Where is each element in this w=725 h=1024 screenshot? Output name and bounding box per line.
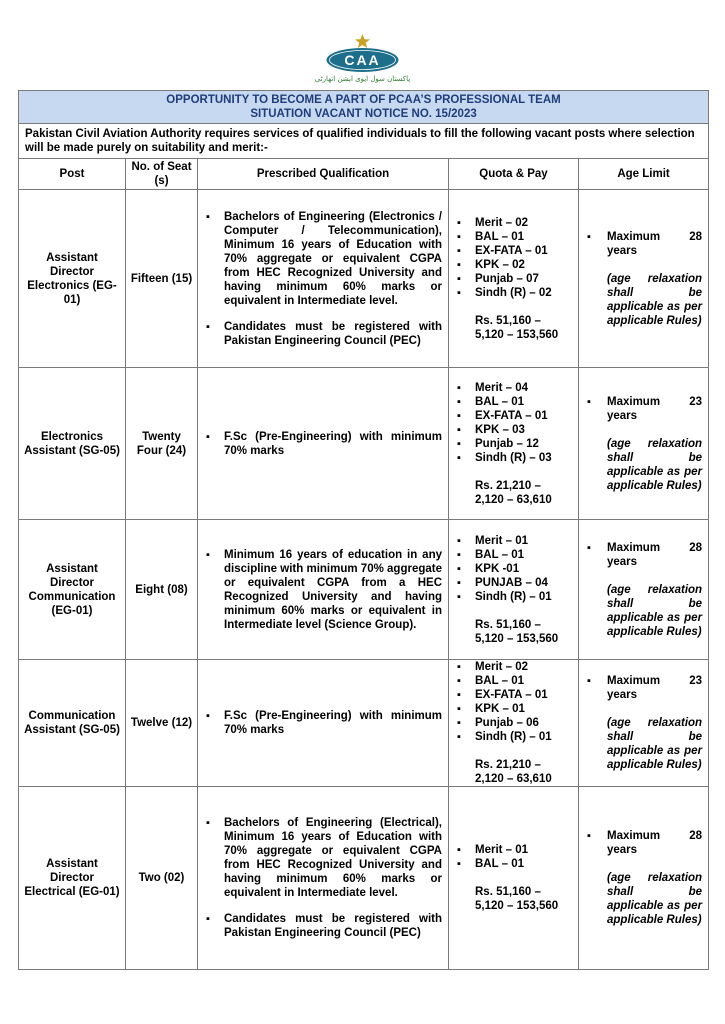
pay-scale: Rs. 21,210 – 2,120 – 63,610 (475, 759, 552, 785)
col-age: Age Limit (579, 159, 709, 190)
quota-item: ▪ BAL – 01 (455, 395, 572, 409)
intro-text: Pakistan Civil Aviation Authority requires services of qualified individuals to fill the following vacant posts where selection will be made purely on suitability and merit:- (19, 124, 709, 159)
seat-count: Two (02) (126, 787, 198, 970)
qualification-item: ▪ Candidates must be registered with Pakistan Engineering Council (PEC) (204, 320, 442, 348)
table-row (19, 520, 709, 660)
qualification-cell (198, 787, 449, 970)
quota-item: ▪ EX-FATA – 01 (455, 409, 572, 423)
quota-item: ▪ BAL – 01 (455, 548, 572, 562)
table-row (19, 787, 709, 970)
pay-scale: Rs. 51,160 – 5,120 – 153,560 (475, 314, 559, 341)
notice-header (19, 91, 709, 124)
qualification-cell (198, 660, 449, 787)
quota-item: ▪ KPK – 01 (455, 702, 572, 716)
pay-scale: Rs. 21,210 – 2,120 – 63,610 (475, 479, 552, 506)
quota-pay-cell (449, 368, 579, 520)
quota-item: ▪ Sindh (R) – 02 (455, 286, 572, 300)
qualification-cell (198, 368, 449, 520)
logo-text: CAA (344, 52, 381, 68)
logo-subtitle: پاکستان سول ایوی ایشن اتھارٹی (314, 75, 411, 83)
qualification-item: ▪ Minimum 16 years of education in any discipline with minimum 70% aggregate or equivalent CGPA from a HEC Recognized University and having minimum 60% marks or equivalent in Intermediate level (Science Group). (204, 548, 442, 632)
quota-item: ▪ Sindh (R) – 01 (455, 590, 572, 604)
quota-item: ▪ KPK – 03 (455, 423, 572, 437)
age-limit-cell (579, 520, 709, 660)
post-name: Assistant Director Electronics (EG-01) (19, 190, 126, 368)
qualification-item: ▪ F.Sc (Pre-Engineering) with minimum 70% marks (204, 430, 442, 458)
star-icon (355, 34, 370, 48)
qualification-item: ▪ Candidates must be registered with Pakistan Engineering Council (PEC) (204, 912, 442, 940)
notice-number: SITUATION VACANT NOTICE NO. 15/2023 (250, 108, 477, 120)
quota-item: ▪ Punjab – 06 (455, 716, 572, 730)
qualification-item: ▪ Bachelors of Engineering (Electronics / Computer / Telecommunication), Minimum 16 years of Education with 70% aggregate or equivalent CGPA from HEC Recognized University and having minimum 60% marks or equivalent in Intermediate level. (204, 210, 442, 308)
seat-count: Twenty Four (24) (126, 368, 198, 520)
quota-item: ▪ EX-FATA – 01 (455, 244, 572, 258)
intro-row (19, 124, 709, 159)
quota-item: ▪ BAL – 01 (455, 857, 572, 871)
age-limit-cell (579, 787, 709, 970)
quota-item: ▪ Punjab – 12 (455, 437, 572, 451)
quota-item: ▪ Merit – 01 (455, 534, 572, 548)
age-limit-cell (579, 368, 709, 520)
quota-item: ▪ BAL – 01 (455, 674, 572, 688)
caa-logo (0, 34, 725, 84)
age-maximum: ▪ Maximum 28 years (585, 541, 702, 569)
age-limit-cell (579, 190, 709, 368)
header-title: OPPORTUNITY TO BECOME A PART OF PCAA’S PROFESSIONAL TEAM (166, 94, 561, 106)
vacancy-table (18, 90, 709, 970)
quota-item: ▪ Merit – 01 (455, 843, 572, 857)
quota-item: ▪ PUNJAB – 04 (455, 576, 572, 590)
age-relaxation: (age relaxation shall be applicable as per applicable Rules) (607, 583, 703, 638)
post-name: Communication Assistant (SG-05) (19, 660, 126, 787)
quota-item: ▪ EX-FATA – 01 (455, 688, 572, 702)
age-maximum: ▪ Maximum 28 years (585, 230, 702, 258)
post-name: Electronics Assistant (SG-05) (19, 368, 126, 520)
vacancy-rows (19, 190, 709, 970)
col-seats: No. of Seat (s) (126, 159, 198, 190)
quota-item: ▪ Merit – 02 (455, 660, 572, 674)
table-row (19, 660, 709, 787)
col-quota: Quota & Pay (449, 159, 579, 190)
quota-pay-cell (449, 520, 579, 660)
table-row (19, 368, 709, 520)
age-maximum: ▪ Maximum 28 years (585, 829, 702, 857)
quota-item: ▪ Sindh (R) – 01 (455, 730, 572, 744)
qualification-cell (198, 190, 449, 368)
age-maximum: ▪ Maximum 23 years (585, 674, 702, 702)
age-limit-cell (579, 660, 709, 787)
table-row (19, 190, 709, 368)
quota-item: ▪ Punjab – 07 (455, 272, 572, 286)
seat-count: Eight (08) (126, 520, 198, 660)
column-header-row (19, 159, 709, 190)
quota-pay-cell (449, 190, 579, 368)
quota-item: ▪ Merit – 02 (455, 216, 572, 230)
col-qualification: Prescribed Qualification (198, 159, 449, 190)
age-relaxation: (age relaxation shall be applicable as per applicable Rules) (607, 437, 703, 492)
age-maximum: ▪ Maximum 23 years (585, 395, 702, 423)
qualification-item: ▪ Bachelors of Engineering (Electrical), Minimum 16 years of Education with 70% aggregate or equivalent CGPA from HEC Recognized University and having minimum 60% marks or equivalent in Intermediate level. (204, 816, 442, 900)
quota-item: ▪ KPK – 02 (455, 258, 572, 272)
seat-count: Fifteen (15) (126, 190, 198, 368)
quota-item: ▪ BAL – 01 (455, 230, 572, 244)
seat-count: Twelve (12) (126, 660, 198, 787)
age-relaxation: (age relaxation shall be applicable as per applicable Rules) (607, 872, 703, 926)
post-name: Assistant Director Communication (EG-01) (19, 520, 126, 660)
quota-pay-cell (449, 787, 579, 970)
age-relaxation: (age relaxation shall be applicable as per applicable Rules) (607, 717, 703, 771)
pay-scale: Rs. 51,160 – 5,120 – 153,560 (475, 886, 559, 912)
qualification-item: ▪ F.Sc (Pre-Engineering) with minimum 70% marks (204, 709, 442, 737)
quota-item: ▪ Merit – 04 (455, 381, 572, 395)
quota-item: ▪ KPK -01 (455, 562, 572, 576)
header-row (19, 91, 709, 124)
pay-scale: Rs. 51,160 – 5,120 – 153,560 (475, 618, 559, 645)
quota-item: ▪ Sindh (R) – 03 (455, 451, 572, 465)
post-name: Assistant Director Electrical (EG-01) (19, 787, 126, 970)
qualification-cell (198, 520, 449, 660)
quota-pay-cell (449, 660, 579, 787)
age-relaxation: (age relaxation shall be applicable as per applicable Rules) (607, 272, 703, 327)
col-post: Post (19, 159, 126, 190)
